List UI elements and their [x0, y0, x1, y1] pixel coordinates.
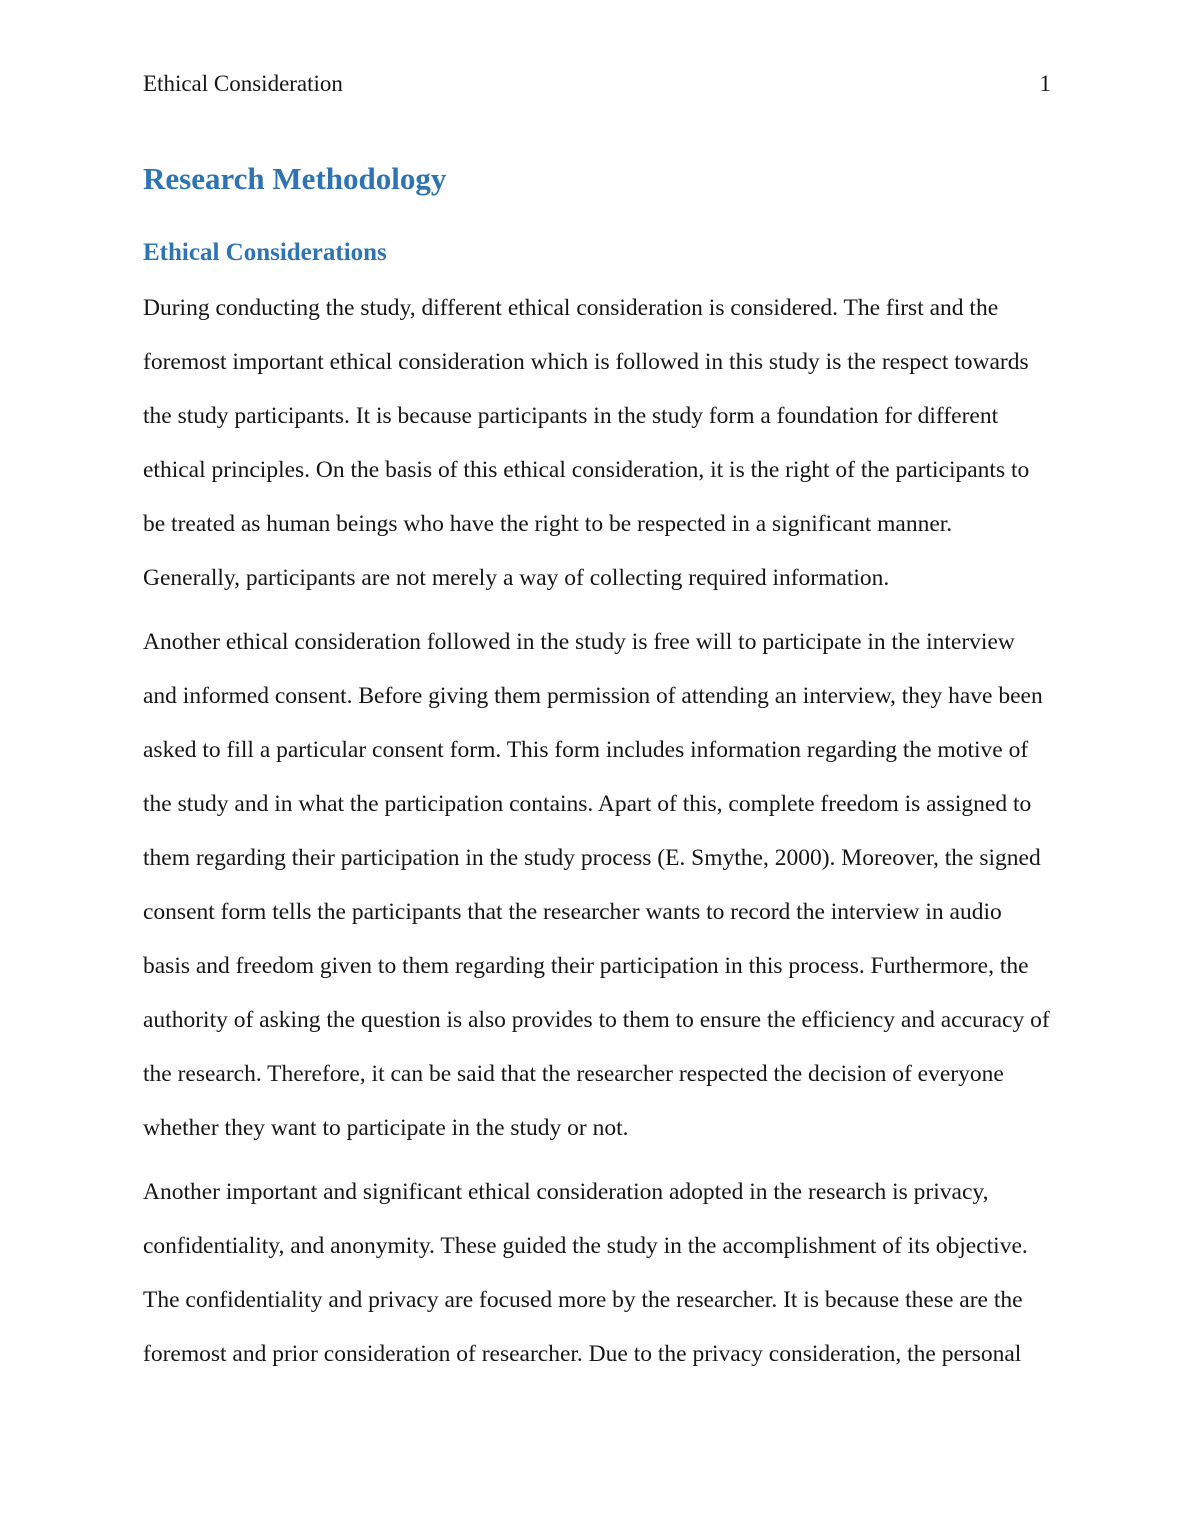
running-head: Ethical Consideration [143, 71, 343, 96]
paragraph-privacy-confidentiality: Another important and significant ethical consideration adopted in the research is privacy, confidentiality, and anonymity. These guided the study in the accomplishment of its objective. The confidentiality and privacy are focused more by the researcher. It is because these are the foremost and prior consideration of researcher. Due to the privacy consideration, the personal [143, 1179, 1028, 1367]
paragraph-free-will-consent: Another ethical consideration followed in the study is free will to participate in the interview and informed consent. Before giving them permission of attending an interview, they have been asked to fill a particular consent form. This form includes information regarding the motive of the study and in what the participation contains. Apart of this, complete freedom is assigned to them regarding their participation in the study process (E. Smythe, 2000). Moreover, the signed consent form tells the participants that the researcher wants to record the interview in audio basis and freedom given to them regarding their participation in this process. Furthermore, the authority of asking the question is also provides to them to ensure the efficiency and accuracy of the research. Therefore, it can be said that the researcher respected the decision of everyone whether they want to participate in the study or not. [143, 629, 1050, 1141]
subsection-title: Ethical Considerations [143, 239, 387, 266]
body-text [143, 281, 1051, 1381]
paragraph-ethics-respect: During conducting the study, different ethical consideration is considered. The first and the foremost important ethical consideration which is followed in this study is the respect towards the study participants. It is because participants in the study form a foundation for different ethical principles. On the basis of this ethical consideration, it is the right of the participants to be treated as human beings who have the right to be respected in a significant manner. Generally, participants are not merely a way of collecting required information. [143, 295, 1030, 591]
section-title: Research Methodology [143, 161, 447, 196]
document-content [143, 163, 1051, 1381]
page-header [143, 70, 1051, 97]
page-number: 1 [1039, 71, 1051, 96]
